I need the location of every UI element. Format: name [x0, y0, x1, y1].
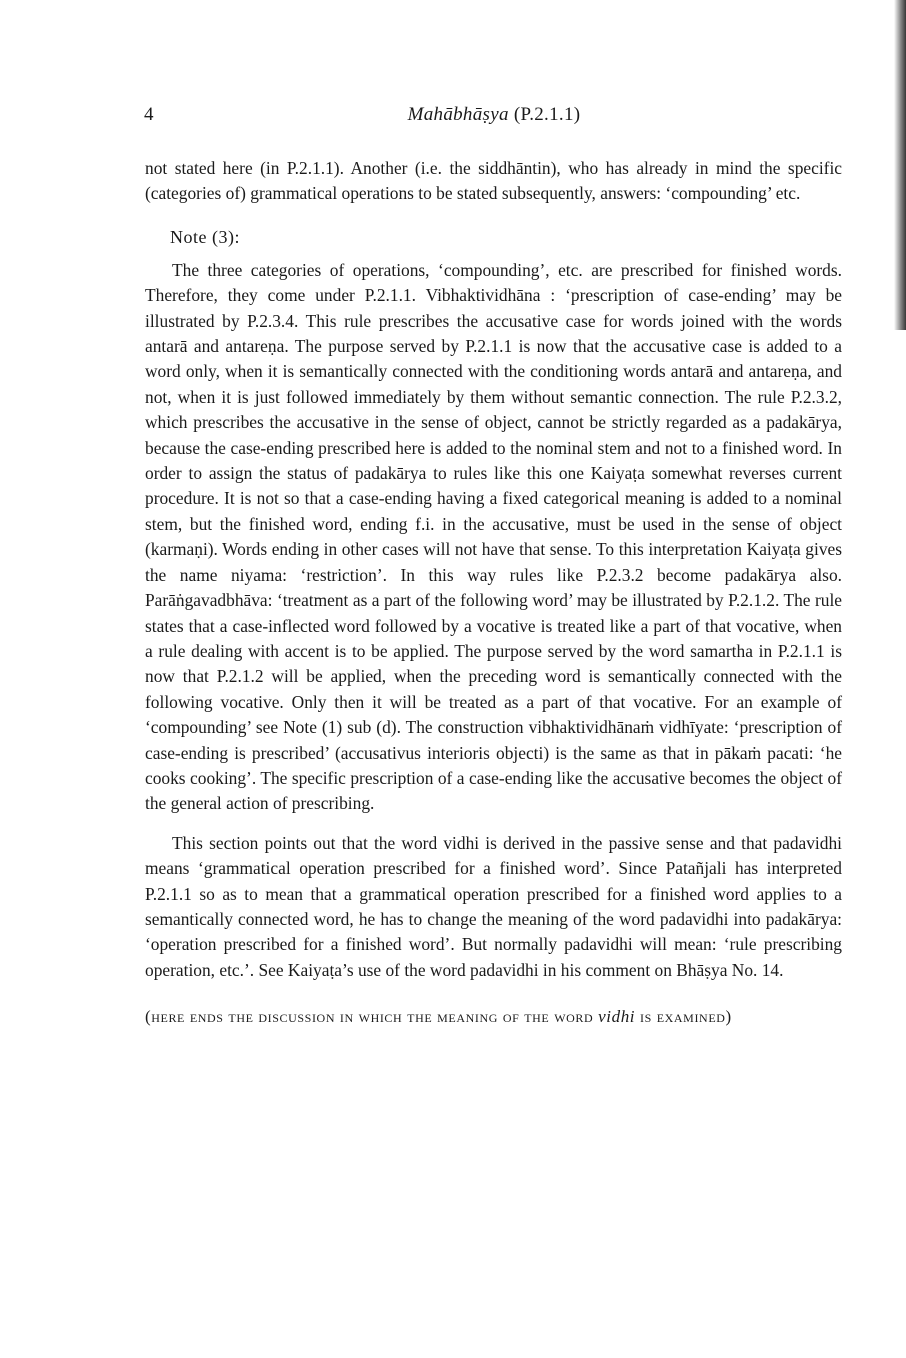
- running-title-ref: (P.2.1.1): [513, 104, 581, 125]
- closing-text-before: (here ends the discussion in which the meaning of the word: [145, 1007, 594, 1027]
- page-header: [144, 104, 844, 134]
- note-heading: Note (3):: [170, 226, 240, 247]
- page-body: [145, 156, 842, 1031]
- paragraph-note-3: The three categories of operations, ‘compounding’, etc. are prescribed for finished words. Therefore, they come under P.2.1.1. Vibhaktividhāna : ‘prescription of case-ending’ may be illustrated by P.2.3.4. This rule prescribes the accusative case for words joined with the words antarā and antareṇa. The purpose served by P.2.1.1 is now that the accusative case is added to a word only, when it is semantically connected with the conditioning words antarā and antareṇa, and not, when it is just followed immediately by them without semantic connection. The rule P.2.3.2, which prescribes the accusative in the sense of object, cannot be strictly regarded as a padakārya, because the case-ending prescribed here is added to the nominal stem and not to a finished word. In order to assign the status of padakārya to rules like this one Kaiyaṭa somewhat reverses current procedure. It is not so that a case-ending having a fixed categorical meaning is added to a nominal stem, but the finished word, ending f.i. in the accusative, must be used in the sense of object (karmaṇi). Words ending in other cases will not have that sense. To this interpretation Kaiyaṭa gives the name niyama: ‘restriction’. In this way rules like P.2.3.2 become padakārya also. Parāṅgavadbhāva: ‘treatment as a part of the following word’ may be illustrated by P.2.1.2. The rule states that a case-inflected word followed by a vocative is treated like a part of that vocative, when a rule dealing with accent is to be applied. The purpose served by the word samartha in P.2.1.1 is now that P.2.1.2 will be applied, when the preceding word is semantically connected with the following vocative. Only then it will be treated as a part of that vocative. For an example of ‘compounding’ see Note (1) sub (d). The construction vibhaktividhānaṁ vidhīyate: ‘prescription of case-ending is prescribed’ (accusativus interioris objecti) is the same as that in pākaṁ pacati: ‘he cooks cooking’. The specific prescription of a case-ending like the accusative becomes the object of the general action of prescribing.: [145, 259, 842, 814]
- closing-text-after: is examined): [640, 1007, 732, 1027]
- paragraph-section-summary: This section points out that the word vidhi is derived in the passive sense and that padavidhi means ‘grammatical operation prescribed for a finished word’. Since Patañjali has interpreted P.2.1.1 so as to mean that a grammatical operation prescribed for a finished word applies to a semantically connected word, he has to change the meaning of the word padavidhi into padakārya: ‘operation prescribed for a finished word’. But normally padavidhi will mean: ‘rule prescribing operation, etc.’. See Kaiyaṭa’s use of the word padavidhi in his comment on Bhāṣya No. 14.: [145, 832, 842, 980]
- scan-edge-shadow: [894, 0, 906, 330]
- closing-italic-word: vidhi: [598, 1007, 636, 1027]
- closing-statement: [145, 1003, 842, 1031]
- page-number: 4: [144, 104, 154, 125]
- running-title-text: Mahābhāṣya: [407, 104, 509, 125]
- running-title: [144, 104, 844, 126]
- paragraph-continuation: not stated here (in P.2.1.1). Another (i.e. the siddhāntin), who has already in mind the specific (categories of) grammatical operations to be stated subsequently, answers: ‘compounding’ etc.: [145, 158, 842, 204]
